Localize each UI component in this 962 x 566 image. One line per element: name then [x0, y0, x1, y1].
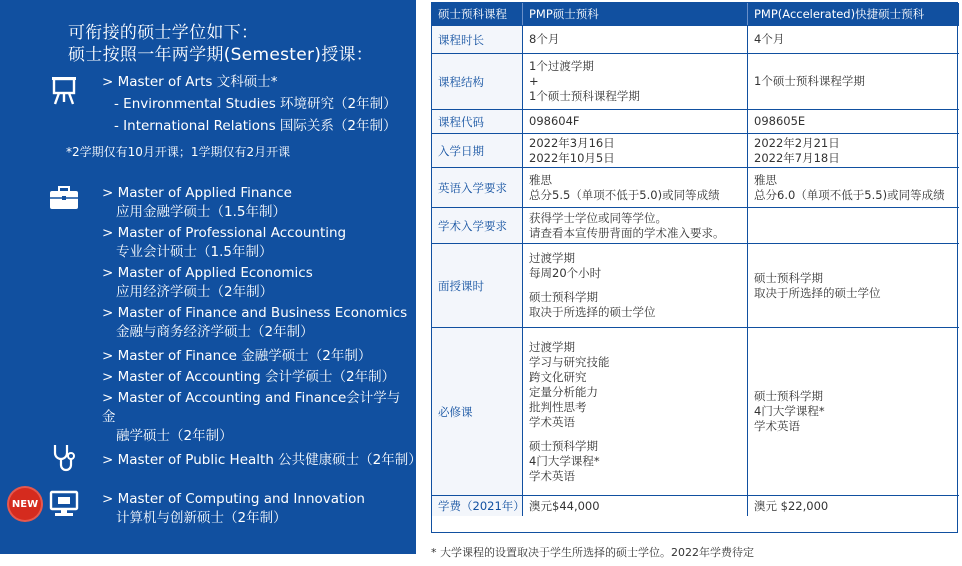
- business-group: [102, 184, 412, 446]
- health-degree: > Master of Public Health 公共健康硕士（2年制）: [102, 452, 422, 468]
- table-cell: [523, 168, 748, 207]
- business-degree: [102, 184, 412, 222]
- cell-line: 学术英语: [754, 419, 800, 433]
- table-cell: [523, 26, 748, 53]
- row-label: 学术入学要求: [432, 208, 523, 243]
- table-cell: [523, 328, 748, 495]
- table-cell: [523, 110, 748, 133]
- degree-title: > Master of Applied Finance: [102, 185, 292, 201]
- table-row: [432, 327, 959, 495]
- cell-line: 4个月: [754, 32, 785, 46]
- table-cell: [748, 328, 959, 495]
- table-cell: [748, 496, 959, 516]
- cell-line: 硕士预科学期: [529, 438, 598, 453]
- table-cell: [523, 244, 748, 327]
- computer-icon: [48, 488, 80, 520]
- health-group: [102, 451, 422, 470]
- degree-subtitle: 应用经济学硕士（2年制）: [116, 284, 274, 300]
- row-label: 入学日期: [432, 134, 523, 167]
- cell-line: 取决于所选择的硕士学位: [529, 305, 656, 319]
- cell-line: [529, 430, 747, 439]
- footnote: * 大学课程的设置取决于学生所选择的硕士学位。2022年学费待定: [431, 546, 754, 559]
- row-label: 必修课: [432, 328, 523, 495]
- table-row: [432, 53, 959, 109]
- degree-title: > Master of Finance and Business Economics: [102, 305, 408, 321]
- table-cell: [523, 496, 748, 516]
- cell-line: 硕士预科学期: [754, 389, 823, 403]
- cell-line: 学术英语: [529, 468, 575, 483]
- header-cell: 硕士预科课程: [432, 3, 523, 25]
- cell-line: 学习与研究技能: [529, 354, 610, 369]
- header-cell: PMP(Accelerated)快捷硕士预科: [748, 3, 959, 25]
- computing-group: [102, 490, 365, 528]
- business-degree: [102, 304, 412, 342]
- cell-line: 定量分析能力: [529, 384, 598, 399]
- cell-line: 请查看本宣传册背面的学术准入要求。: [529, 225, 725, 240]
- table-cell: [748, 208, 959, 243]
- cell-line: 雅思: [754, 172, 777, 187]
- degree-subtitle: 应用金融学硕士（1.5年制）: [116, 204, 286, 220]
- cell-line: 4门大学课程*: [754, 404, 825, 418]
- degree-subtitle: 金融与商务经济学硕士（2年制）: [116, 324, 314, 340]
- business-degree: [102, 264, 412, 302]
- row-label: 学费（2021年）: [432, 496, 523, 516]
- table-cell: [748, 54, 959, 109]
- business-degree: [102, 389, 412, 446]
- degree-title: > Master of Applied Economics: [102, 265, 313, 281]
- table-row: [432, 25, 959, 53]
- arts-group: [102, 73, 397, 136]
- cell-line: 2022年7月18日: [754, 150, 840, 165]
- table-row: [432, 109, 959, 133]
- heading-line-1: 可衔接的硕士学位如下：: [68, 23, 259, 43]
- table-cell: [748, 110, 959, 133]
- cell-line: 总分5.5（单项不低于5.0)或同等成绩: [529, 187, 720, 202]
- table-row: [432, 243, 959, 327]
- table-cell: [748, 244, 959, 327]
- cell-line: 过渡学期: [529, 339, 575, 354]
- computing-degree-title: > Master of Computing and Innovation: [102, 491, 365, 507]
- degree-title: > Master of Accounting and Finance会计学与金: [102, 390, 401, 425]
- business-degree: [102, 347, 412, 366]
- degree-title: > Master of Professional Accounting: [102, 225, 347, 241]
- cell-line: 每周20个小时: [529, 266, 602, 280]
- cell-line: 澳元 $22,000: [754, 498, 829, 513]
- cell-line: 跨文化研究: [529, 369, 587, 384]
- table-cell: [523, 208, 748, 243]
- cell-line: 学术英语: [529, 414, 575, 429]
- row-label: 课程时长: [432, 26, 523, 53]
- degree-subtitle: 融学硕士（2年制）: [116, 428, 233, 444]
- table-cell: [523, 134, 748, 167]
- cell-line: 2022年10月5日: [529, 150, 615, 165]
- degree-subtitle: 专业会计硕士（1.5年制）: [116, 244, 273, 260]
- arts-sub-international: - International Relations 国际关系（2年制）: [114, 118, 397, 134]
- business-degree: [102, 224, 412, 262]
- cell-line: 2022年3月16日: [529, 135, 615, 150]
- degree-title: > Master of Finance 金融学硕士（2年制）: [102, 348, 372, 364]
- stethoscope-icon: [48, 442, 80, 474]
- easel-icon: [48, 74, 80, 106]
- table-row: [432, 167, 959, 207]
- row-label: 面授课时: [432, 244, 523, 327]
- computing-degree-subtitle: 计算机与创新硕士（2年制）: [116, 510, 287, 526]
- cell-line: 总分6.0（单项不低于5.5)或同等成绩: [754, 187, 945, 202]
- cell-line: 2022年2月21日: [754, 135, 840, 150]
- program-table: [431, 2, 958, 533]
- heading-line-2: 硕士按照一年两学期(Semester)授课：: [68, 45, 374, 65]
- cell-line: 获得学士学位或同等学位。: [529, 210, 667, 225]
- cell-line: 1个硕士预科课程学期: [529, 89, 640, 103]
- cell-line: 批判性思考: [529, 399, 587, 414]
- cell-line: 硕士预科学期: [754, 270, 823, 285]
- table-row: [432, 207, 959, 243]
- business-degree: [102, 368, 412, 387]
- panel-heading: [68, 22, 373, 66]
- cell-line: 硕士预科学期: [529, 290, 598, 304]
- arts-sub-environmental: - Environmental Studies 环境研究（2年制）: [114, 96, 397, 112]
- cell-line: 4门大学课程*: [529, 453, 600, 468]
- new-badge: NEW: [9, 488, 41, 520]
- arts-note: *2学期仅有10月开课；1学期仅有2月开课: [66, 145, 291, 159]
- degree-panel: [0, 0, 422, 554]
- cell-line: 8个月: [529, 32, 560, 46]
- row-label: 课程代码: [432, 110, 523, 133]
- cell-line: 1个硕士预科课程学期: [754, 74, 865, 88]
- cell-line: 1个过渡学期: [529, 59, 594, 73]
- cell-line: 098605E: [754, 114, 806, 128]
- cell-line: [529, 281, 747, 290]
- cell-line: +: [529, 74, 539, 88]
- cell-line: 取决于所选择的硕士学位: [754, 285, 881, 300]
- degree-title: > Master of Accounting 会计学硕士（2年制）: [102, 369, 396, 385]
- cell-line: 澳元$44,000: [529, 498, 600, 513]
- row-label: 课程结构: [432, 54, 523, 109]
- table-header: [432, 3, 959, 25]
- table-row: [432, 495, 959, 516]
- cell-line: 098604F: [529, 114, 580, 128]
- arts-degree: > Master of Arts 文科硕士*: [102, 74, 278, 90]
- table-row: [432, 133, 959, 167]
- table-cell: [748, 134, 959, 167]
- cell-line: 过渡学期: [529, 251, 575, 265]
- briefcase-icon: [48, 182, 80, 214]
- table-cell: [748, 168, 959, 207]
- header-cell: PMP硕士预科: [523, 3, 748, 25]
- table-cell: [523, 54, 748, 109]
- row-label: 英语入学要求: [432, 168, 523, 207]
- table-cell: [748, 26, 959, 53]
- cell-line: 雅思: [529, 172, 552, 187]
